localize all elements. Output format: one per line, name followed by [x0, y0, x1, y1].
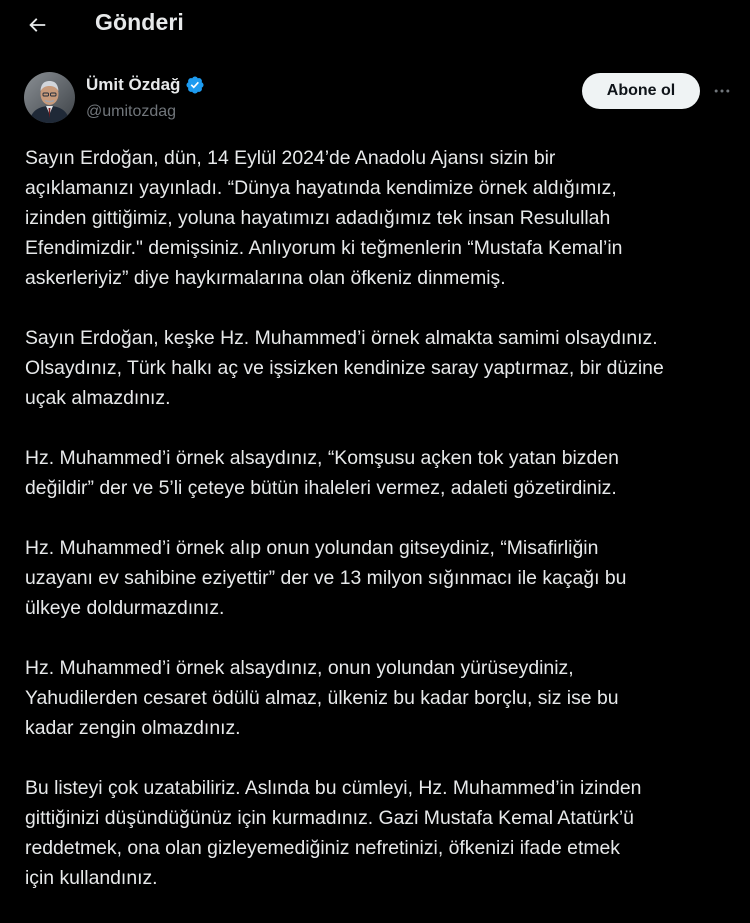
post-paragraph-3: Hz. Muhammed’i örnek alsaydınız, “Komşusu açken tok yatan bizden değildir” der ve 5’li çeteye bütün ihaleleri vermez, adaleti gözetirdiniz.	[25, 447, 619, 499]
verified-badge-icon	[185, 75, 205, 95]
arrow-left-icon	[26, 14, 48, 36]
author-name-text: Ümit Özdağ	[86, 75, 181, 94]
avatar-image	[24, 72, 75, 123]
post-text	[25, 143, 737, 923]
post-author-row	[0, 68, 750, 128]
post-paragraph-1: Sayın Erdoğan, dün, 14 Eylül 2024’de Anadolu Ajansı sizin bir açıklamanızı yayınladı. “Dünya hayatında kendimize örnek aldığımız, izinden gittiğimiz, yoluna hayatımızı adadığımız tek insan Resulullah Efendimizdir." demişsiniz. Anlıyorum ki teğmenlerin “Mustafa Kemal’in askerleriyiz” diye haykırmalarına olan öfkeniz dinmemiş.	[25, 147, 623, 289]
back-button[interactable]	[20, 8, 54, 42]
top-bar	[0, 0, 750, 50]
more-options-button[interactable]	[708, 77, 736, 105]
post-paragraph-4: Hz. Muhammed’i örnek alıp onun yolundan gitseydiniz, “Misafirliğin uzayanı ev sahibine eziyettir” der ve 13 milyon sığınmacı ile kaçağı bu ülkeye doldurmazdınız.	[25, 537, 627, 619]
avatar[interactable]	[24, 72, 75, 123]
subscribe-button[interactable]: Abone ol	[582, 73, 700, 109]
author-handle[interactable]: @umitozdag	[86, 103, 177, 120]
post-paragraph-6: Bu listeyi çok uzatabiliriz. Aslında bu cümleyi, Hz. Muhammed’in izinden gittiğinizi düşündüğünüz için kurmadınız. Gazi Mustafa Kemal Atatürk’ü reddetmek, ona olan gizleyemediğiniz nefretinizi, öfkenizi ifade etmek için kullandınız.	[25, 777, 642, 889]
author-name[interactable]	[86, 75, 205, 95]
page-title: Gönderi	[95, 9, 184, 35]
more-horizontal-icon	[712, 81, 732, 101]
post-paragraph-2: Sayın Erdoğan, keşke Hz. Muhammed’i örnek almakta samimi olsaydınız. Olsaydınız, Türk halkı aç ve işsizken kendinize saray yaptırmaz, bir düzine uçak almazdınız.	[25, 327, 664, 409]
post-paragraph-5: Hz. Muhammed’i örnek alsaydınız, onun yolundan yürüseydiniz, Yahudilerden cesaret ödülü almaz, ülkeniz bu kadar borçlu, siz ise bu kadar zengin olmazdınız.	[25, 657, 619, 739]
